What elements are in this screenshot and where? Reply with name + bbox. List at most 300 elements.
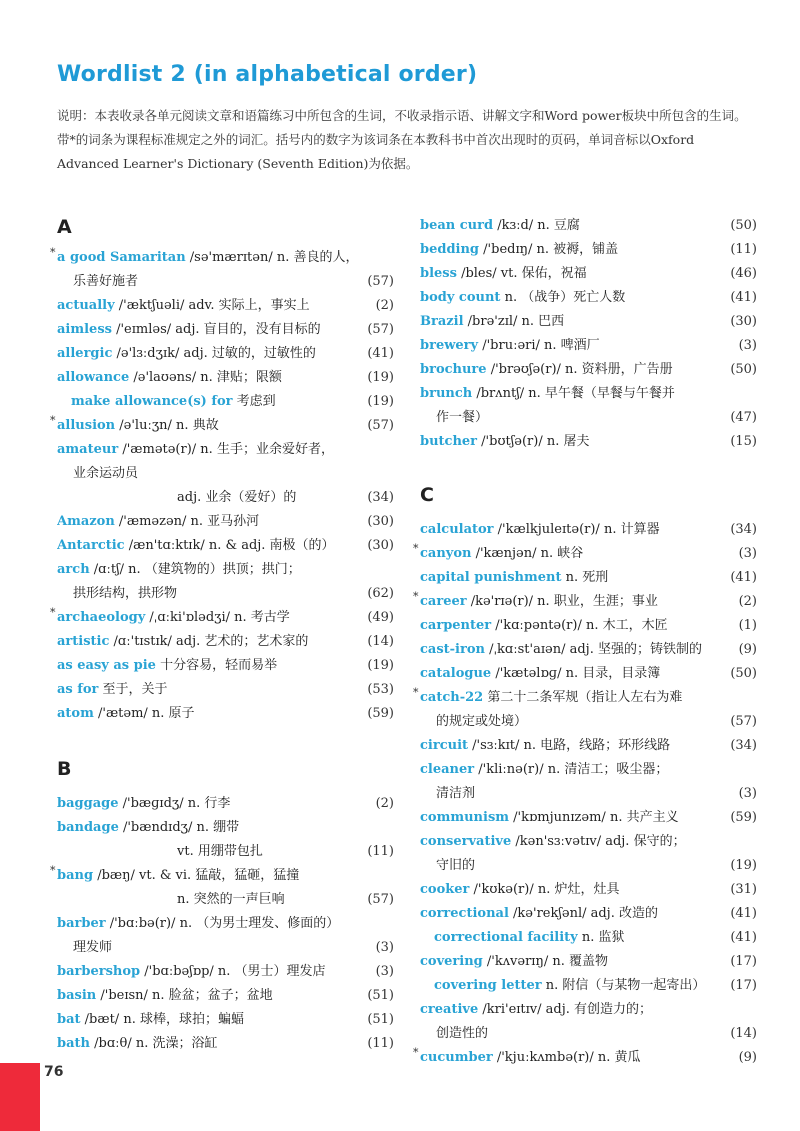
entry-text [57,984,273,1008]
entry-line [420,214,757,238]
definition: /'kliːnə(r)/ n. 清洁工；吸尘器； [474,762,669,777]
entry-text [57,414,219,438]
wordlist-entry [420,878,757,902]
headword: calculator [420,522,494,537]
entry-line [57,270,394,294]
entry-text [420,974,705,998]
headword: amateur [57,442,119,457]
entry-text [57,1008,244,1032]
wordlist-entry [420,286,757,310]
page-ref: (53) [367,682,394,697]
definition: /bɑːθ/ n. 洗澡；浴缸 [89,1036,218,1051]
wordlist-entry [50,246,394,294]
definition: /'beɪsn/ n. 脸盆；盆子；盆地 [96,988,273,1003]
section-letter: B [57,758,72,780]
entry-line [420,830,757,854]
entry-text [57,816,239,840]
entry-text [57,342,316,366]
wordlist-entry [420,214,757,238]
page-ref: (46) [730,266,757,281]
definition: /'bʊtʃə(r)/ n. 屠夫 [477,434,590,449]
headword: basin [57,988,97,1003]
entry-line [57,558,394,582]
entry-text [420,358,673,382]
wordlist-entry [57,318,394,342]
definition: 创造性的 [436,1026,489,1041]
entry-line [57,1032,394,1056]
wordlist-entry [420,998,757,1046]
entry-line [420,262,757,286]
entry-line [57,414,394,438]
entry-text [420,262,587,286]
headword: brochure [420,362,487,377]
headword: bath [57,1036,90,1051]
wordlist-entry [413,590,757,614]
wordlist-entry [57,510,394,534]
definition: 业余运动员 [73,466,139,481]
page-ref: (57) [367,892,394,907]
headword: bandage [57,820,119,835]
entry-text [420,926,625,950]
page-ref: (34) [730,738,757,753]
entry-text [57,864,299,888]
wordlist-entry [420,310,757,334]
entry-line [57,606,394,630]
entry-text [420,830,686,854]
entry-line [420,758,757,782]
page-ref: (9) [738,1050,757,1065]
entry-line [420,566,757,590]
definition: /'bændɪdʒ/ n. 绷带 [118,820,240,835]
entry-line [420,806,757,830]
headword: brewery [420,338,479,353]
page-ref: (15) [730,434,757,449]
entry-line [420,614,757,638]
definition: /'bɑːbəʃɒp/ n. （男士）理发店 [140,964,326,979]
page-ref: (2) [738,594,757,609]
headword: career [420,594,467,609]
definition: 十分容易，轻而易举 [155,658,278,673]
definition: 理发师 [73,940,113,955]
entry-text [177,486,296,510]
page-ref: (51) [367,988,394,1003]
definition: /'kɑːpəntə(r)/ n. 木工，木匠 [491,618,668,633]
definition: n. （战争）死亡人数 [500,290,626,305]
definition: /'eɪmləs/ adj. 盲目的，没有目标的 [111,322,321,337]
entry-line [57,840,394,864]
entry-line [420,878,757,902]
entry-text [57,678,168,702]
entry-line [57,912,394,936]
page-ref: (50) [730,666,757,681]
headword: butcher [420,434,478,449]
definition: /kə'rekʃənl/ adj. 改造的 [508,906,658,921]
definition: /'kʌvərɪŋ/ n. 覆盖物 [482,954,608,969]
page-ref: (1) [738,618,757,633]
entry-line [57,792,394,816]
wordlist-entry [420,974,757,998]
headword: archaeology [57,610,146,625]
entry-text [57,702,195,726]
headword: arch [57,562,90,577]
definition: 的规定或处境） [436,714,528,729]
headword: Amazon [57,514,115,529]
entry-line [420,430,757,454]
headword: allusion [57,418,116,433]
page-ref: (2) [375,796,394,811]
entry-text [420,734,670,758]
page-ref: (49) [367,610,394,625]
page-ref: (3) [375,940,394,955]
entry-line [57,246,394,270]
entry-line [420,406,757,430]
entry-text [57,534,335,558]
wordlist-entry [57,702,394,726]
entry-text [420,806,679,830]
definition: /ə'lɜːdʒɪk/ adj. 过敏的，过敏性的 [112,346,316,361]
definition: n. 死刑 [561,570,609,585]
wordlist-entry [57,342,394,366]
wordlist-entry [420,902,757,926]
entry-text [420,950,608,974]
headword: atom [57,706,94,721]
entry-text [420,1046,641,1070]
definition: /bæt/ n. 球棒，球拍；蝙蝠 [80,1012,244,1027]
definition: n. 监狱 [577,930,625,945]
definition: /kə'rɪə(r)/ n. 职业，生涯；事业 [466,594,658,609]
definition: /sə'mærɪtən/ n. 善良的人， [185,250,359,265]
entry-text [57,792,230,816]
entry-line [57,582,394,606]
definition: /æn'tɑːktɪk/ n. & adj. 南极（的） [124,538,335,553]
headword: covering [420,954,483,969]
entry-line [420,902,757,926]
wordlist-entry [57,366,394,390]
page-ref: (30) [730,314,757,329]
definition: /'bæɡɪdʒ/ n. 行李 [118,796,231,811]
page-ref: (11) [367,1036,394,1051]
headword: barber [57,916,106,931]
headword: cooker [420,882,470,897]
wordlist-entry [50,606,394,630]
definition: /ˌkɑːst'aɪən/ adj. 坚强的；铸铁制的 [484,642,702,657]
entry-text [420,758,668,782]
page-ref: (41) [730,570,757,585]
wordlist-entry [420,358,757,382]
headword: make allowance(s) for [71,394,233,409]
page-ref: (19) [367,658,394,673]
entry-line [420,238,757,262]
definition: /'kɒmjunɪzəm/ n. 共产主义 [509,810,679,825]
headword: bat [57,1012,81,1027]
entry-line [420,286,757,310]
entry-text [57,558,301,582]
entry-line [420,358,757,382]
headword: Antarctic [57,538,125,553]
entry-line [57,438,394,462]
page-ref: (59) [367,706,394,721]
page-ref: (57) [367,274,394,289]
headword: catch-22 [420,690,484,705]
definition: /'kænjən/ n. 峡谷 [471,546,584,561]
entry-line [57,654,394,678]
asterisk-mark: * [413,590,419,603]
entry-text [420,334,600,358]
page-ref: (41) [730,906,757,921]
entry-line [57,534,394,558]
definition: /kɜːd/ n. 豆腐 [493,218,580,233]
definition: /bles/ vt. 保佑，祝福 [456,266,587,281]
definition: /ɑː'tɪstɪk/ adj. 艺术的；艺术家的 [109,634,309,649]
entry-text [420,286,625,310]
headword: bless [420,266,457,281]
wordlist-entry [420,950,757,974]
entry-text [420,998,652,1022]
entry-text [73,582,177,606]
entry-text [420,566,608,590]
headword: Brazil [420,314,464,329]
asterisk-mark: * [50,414,56,427]
entry-text [420,430,589,454]
entry-line [57,342,394,366]
page-ref: (57) [367,418,394,433]
entry-text [420,238,618,262]
headword: as easy as pie [57,658,156,673]
page-ref: (3) [738,786,757,801]
entry-line [420,662,757,686]
definition: /kən'sɜːvətɪv/ adj. 保守的； [511,834,686,849]
page-ref: (50) [730,218,757,233]
entry-text [57,390,276,414]
definition: /ə'laʊəns/ n. 津贴；限额 [129,370,282,385]
headword: body count [420,290,501,305]
definition: /'brəʊʃə(r)/ n. 资料册，广告册 [486,362,673,377]
definition: /kri'eɪtɪv/ adj. 有创造力的； [478,1002,653,1017]
headword: capital punishment [420,570,562,585]
page-ref: (41) [367,346,394,361]
page-ref: (17) [730,978,757,993]
entry-line [57,462,394,486]
headword: artistic [57,634,110,649]
wordlist-entry [57,630,394,654]
definition: /'kʊkə(r)/ n. 炉灶，灶具 [469,882,620,897]
entry-text [436,854,475,878]
page-ref: (34) [367,490,394,505]
wordlist-entry [413,542,757,566]
entry-line [420,590,757,614]
entry-text [177,840,263,864]
entry-line [57,366,394,390]
page-ref: (11) [367,844,394,859]
wordlist-entry [420,382,757,430]
entry-text [57,366,282,390]
wordlist-entry [57,534,394,558]
wordlist-entry [420,926,757,950]
entry-line [420,310,757,334]
headword: bedding [420,242,480,257]
entry-text [57,246,358,270]
entry-line [420,518,757,542]
wordlist-entry [57,792,394,816]
entry-text [420,542,583,566]
page-ref: (57) [730,714,757,729]
page-ref: (31) [730,882,757,897]
definition: 作一餐） [436,410,489,425]
headword: cucumber [420,1050,493,1065]
entry-line [57,630,394,654]
wordlist-entry [50,414,394,438]
headword: correctional facility [434,930,578,945]
entry-line [57,486,394,510]
headword: baggage [57,796,119,811]
page-ref: (47) [730,410,757,425]
entry-line [57,510,394,534]
entry-line [420,998,757,1022]
entry-text [57,438,334,462]
wordlist-entry [57,438,394,510]
entry-line [57,984,394,1008]
definition: 第二十二条军规（指让人左右为难 [483,690,683,705]
definition: /'sɜːkɪt/ n. 电路，线路；环形线路 [468,738,671,753]
entry-line [420,686,757,710]
entry-line [57,294,394,318]
entry-text [420,590,658,614]
entry-line [57,864,394,888]
headword: correctional [420,906,509,921]
page-ref: (30) [367,514,394,529]
headword: allowance [57,370,130,385]
entry-text [57,630,308,654]
wordlist-entry [420,518,757,542]
headword: carpenter [420,618,492,633]
entry-line [420,382,757,406]
page-ref: (59) [730,810,757,825]
definition: /'bruːəri/ n. 啤酒厂 [478,338,600,353]
intro-note: 说明：本表收录各单元阅读文章和语篇练习中所包含的生词，不收录指示语、讲解文字和Word power板块中所包含的生词。带*的词条为课程标准规定之外的词汇。括号内的数字为该词条在本教科书中首次出现时的页码，单词音标以Oxford Advanced Learner's Dictionary (Seventh Edition)为依据。 [57,108,747,171]
wordlist-entry [57,678,394,702]
right-column [413,214,757,1070]
headword: bang [57,868,94,883]
definition: 考虑到 [232,394,276,409]
page-ref: (11) [730,242,757,257]
entry-text [436,1022,488,1046]
entry-line [57,816,394,840]
entry-text [420,214,580,238]
page-ref: (62) [367,586,394,601]
wordlist-entry [420,806,757,830]
definition: adj. 业余（爱好）的 [177,490,297,505]
entry-text [57,606,290,630]
entry-line [420,334,757,358]
entry-text [420,310,564,334]
wordlist-entry [57,816,394,864]
definition: /bæŋ/ vt. & vi. 猛敲，猛砸，猛撞 [93,868,300,883]
headword: bean curd [420,218,494,233]
wordlist-entry [57,390,394,414]
entry-line [420,974,757,998]
page-tab [0,1063,40,1131]
entry-text [436,782,475,806]
headword: communism [420,810,510,825]
headword: creative [420,1002,479,1017]
entry-text [73,270,138,294]
definition: vt. 用绷带包扎 [177,844,263,859]
page-ref: (41) [730,930,757,945]
entry-line [420,1022,757,1046]
entry-line [420,710,757,734]
entry-text [57,294,310,318]
wordlist-entry [420,734,757,758]
definition: /'æməzən/ n. 亚马孙河 [114,514,260,529]
definition: /'bedɪŋ/ n. 被褥，铺盖 [479,242,619,257]
headword: circuit [420,738,469,753]
entry-text [57,510,259,534]
definition: 至于，关于 [98,682,168,697]
entry-text [420,878,620,902]
definition: /ɑːtʃ/ n. （建筑物的）拱顶；拱门； [89,562,301,577]
wordlist-entry [420,638,757,662]
definition: /'kætəlɒɡ/ n. 目录，目录簿 [491,666,661,681]
definition: /'æmətə(r)/ n. 生手；业余爱好者， [118,442,334,457]
page-title: Wordlist 2 (in alphabetical order) [57,62,478,87]
entry-line [57,960,394,984]
page-ref: (19) [367,394,394,409]
page-ref: (30) [367,538,394,553]
page-ref: (19) [730,858,757,873]
entry-line [420,734,757,758]
entry-text [420,662,660,686]
entry-line [57,1008,394,1032]
page-ref: (3) [738,338,757,353]
wordlist-entry [57,558,394,606]
headword: barbershop [57,964,141,979]
page-ref: (9) [738,642,757,657]
entry-text [436,406,488,430]
page-ref: (17) [730,954,757,969]
entry-text [73,462,138,486]
entry-text [420,518,660,542]
headword: cleaner [420,762,475,777]
wordlist-entry [420,758,757,806]
headword: cast-iron [420,642,485,657]
entry-line [420,1046,757,1070]
wordlist-entry [57,654,394,678]
left-column [50,214,394,1056]
wordlist-entry [420,262,757,286]
wordlist-entry [57,960,394,984]
definition: 乐善好施者 [73,274,139,289]
entry-line [57,888,394,912]
page-ref: (3) [738,546,757,561]
definition: 拱形结构，拱形物 [73,586,178,601]
page-ref: (41) [730,290,757,305]
wordlist-entry [57,984,394,1008]
entry-text [73,936,112,960]
page-ref: (57) [367,322,394,337]
entry-line [420,854,757,878]
entry-text [420,902,658,926]
headword: canyon [420,546,472,561]
page-ref: (14) [730,1026,757,1041]
wordlist-entry [57,294,394,318]
entry-line [57,390,394,414]
wordlist-entry [57,912,394,960]
entry-text [177,888,285,912]
definition: /ˌɑːki'ɒlədʒi/ n. 考古学 [145,610,290,625]
entry-text [420,638,702,662]
asterisk-mark: * [50,606,56,619]
headword: as for [57,682,99,697]
